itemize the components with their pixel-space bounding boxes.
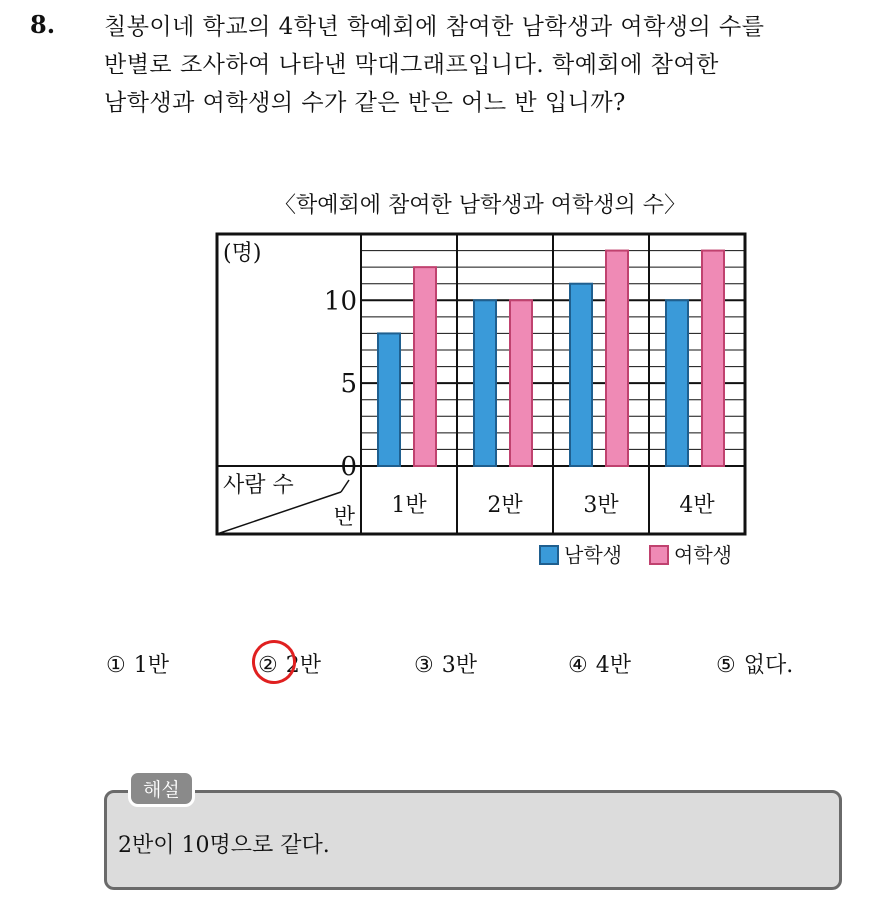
x-tick-label: 3반 [583, 493, 619, 518]
corner-label-bottom: 반 [333, 505, 355, 530]
choice-label: 3반 [441, 653, 477, 678]
explanation-tag: 해설 [128, 770, 195, 807]
bar-female [702, 251, 724, 466]
choice-label: 2반 [285, 653, 321, 678]
bar-male [378, 333, 400, 466]
bar-female [510, 300, 532, 466]
question-line: 반별로 조사하여 나타낸 막대그래프입니다. 학예회에 참여한 [104, 52, 719, 78]
bar-male [570, 284, 592, 466]
choice-number: ⑤ [716, 653, 736, 678]
x-tick-label: 1반 [391, 493, 427, 518]
bar-female [606, 251, 628, 466]
x-tick-label: 2반 [487, 493, 523, 518]
corner-label-top: 사람 수 [223, 473, 294, 498]
choice-number: ③ [414, 653, 434, 678]
choice-5[interactable] [716, 648, 793, 679]
bar-female [414, 267, 436, 466]
bar-male [474, 300, 496, 466]
choice-label: 4반 [595, 653, 631, 678]
choice-number: ④ [568, 653, 588, 678]
answer-choices [0, 648, 884, 688]
choice-4[interactable] [568, 648, 631, 679]
legend-label-female: 여학생 [674, 543, 732, 567]
choice-3[interactable] [414, 648, 477, 679]
choice-number: ② [258, 653, 278, 678]
x-tick-label: 4반 [679, 493, 715, 518]
question-line: 남학생과 여학생의 수가 같은 반은 어느 반 입니까? [104, 90, 626, 116]
explanation-text: 2반이 10명으로 같다. [118, 833, 330, 858]
legend-swatch-female [650, 546, 668, 564]
choice-label: 1반 [133, 653, 169, 678]
bar-male [666, 300, 688, 466]
choice-label: 없다. [743, 653, 794, 678]
y-axis-unit-label: (명) [223, 241, 262, 266]
question-line: 칠봉이네 학교의 4학년 학예회에 참여한 남학생과 여학생의 수를 [104, 14, 765, 40]
y-tick-label: 5 [340, 369, 357, 400]
corner-diagonal [217, 492, 341, 534]
question-number: 8. [30, 10, 56, 39]
choice-1[interactable] [106, 648, 169, 679]
legend-swatch-male [540, 546, 558, 564]
choice-number: ① [106, 653, 126, 678]
y-tick-label: 0 [340, 452, 357, 482]
chart-title: 〈학예회에 참여한 남학생과 여학생의 수〉 [273, 193, 686, 218]
y-tick-label: 10 [323, 286, 357, 317]
legend-label-male: 남학생 [564, 543, 622, 567]
